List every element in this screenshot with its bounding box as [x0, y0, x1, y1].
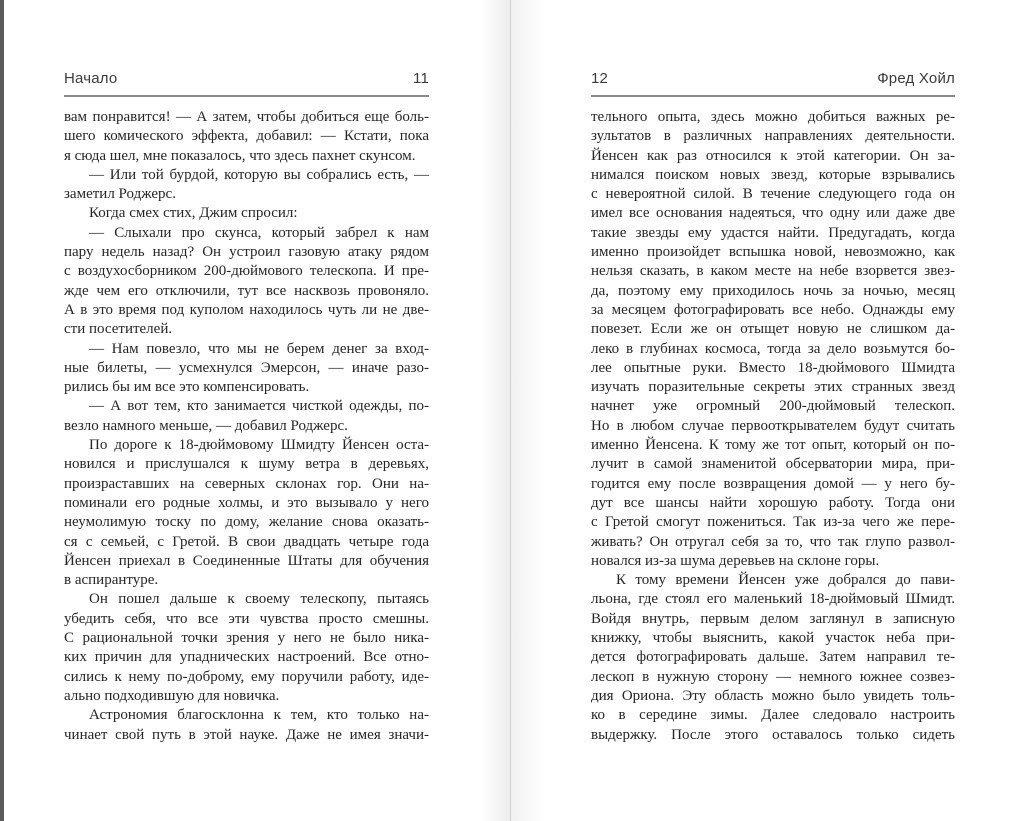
author-name: Фред Хойл	[877, 70, 955, 87]
text-line: ально подходившую для новичка.	[64, 687, 280, 704]
text-line: Йенсен приехал в Соединенные Штаты для обучения	[64, 552, 429, 569]
text-line: леко в глубинах космоса, тогда за дело возьмутся бо-	[591, 340, 955, 357]
text-line: — Или той бурдой, которую вы собрались есть, —	[89, 166, 429, 183]
page-number-left: 11	[413, 70, 429, 87]
running-header-left	[64, 70, 429, 97]
text-line: выдержку. После этого оставалось только сидеть	[591, 726, 955, 743]
text-line: дия Ориона. Эту область можно было увидеть толь-	[591, 687, 955, 704]
text-line: повезет. Если же он отыщет новую не слишком да-	[591, 321, 955, 338]
text-line: рились бы им все это компенсировать.	[64, 379, 310, 396]
text-line: С рациональной точки зрения у него не было ника-	[64, 630, 429, 647]
text-line: шего комического эффекта, добавил: — Кстати, пока	[64, 128, 429, 145]
text-line: Но в любом случае первооткрывателем будут считать	[591, 417, 955, 434]
text-line: везло намного меньше, — добавил Роджерс.	[64, 417, 348, 434]
gutter-shadow-right	[511, 0, 545, 821]
text-line: дут все шансы найти хорошую работу. Тогда они	[591, 494, 955, 511]
text-line: Йенсен как раз относился к этой категории. Он за-	[591, 147, 955, 164]
text-line: годится ему после возвращения домой — у него бу-	[591, 475, 955, 492]
text-line: живать? Он отругал себя за то, что так глупо развол-	[591, 533, 955, 550]
text-line: зультатов в различных направлениях деятельности.	[591, 128, 955, 145]
text-line: ся с семьей, с Гретой. В свои двадцать четыре года	[64, 533, 429, 550]
page-number-right: 12	[591, 70, 609, 87]
text-line: с невероятной силой. В течение следующего года он	[591, 186, 955, 203]
running-header-right	[591, 70, 955, 97]
text-line: тельного опыта, здесь можно добиться важных ре-	[591, 109, 955, 125]
text-line: новился и прислушался к шуму ветра в деревьях,	[64, 456, 429, 473]
text-line: Он пошел дальше к своему телескопу, пытаясь	[89, 591, 429, 608]
text-line: ко в середине зимы. Далее следовало настроить	[591, 707, 955, 724]
text-line: чинает свой путь в этой науке. Даже не имея значи-	[64, 726, 429, 743]
text-line: заметил Роджерс.	[64, 186, 176, 203]
text-line: Войдя внутрь, первым делом заглянул в записную	[591, 610, 955, 627]
page-right	[511, 0, 1017, 821]
text-line: Астрономия благосклонна к тем, кто только на-	[89, 707, 429, 724]
text-line: сились к нему по-доброму, ему поручили работу, иде-	[64, 668, 429, 685]
text-line: жде чем его отключили, тут все насквозь провоняло.	[64, 282, 429, 299]
text-line: книжку, чтобы выяснить, какой участок неба при-	[591, 630, 955, 647]
text-line: именно произойдет вспышка новой, невозможно, как	[591, 244, 955, 261]
text-line: К тому времени Йенсен уже добрался до пави-	[616, 572, 955, 589]
gutter-shadow-left	[480, 0, 510, 821]
text-line: пару недель назад? Он устроил газовую атаку рядом	[64, 244, 429, 261]
text-line: льона, где стоял его маленький 18-дюймовый Шмидт.	[591, 591, 955, 608]
text-line: — Нам повезло, что мы не берем денег за вход-	[89, 340, 429, 357]
text-line: лее опытные руки. Вместо 18-дюймового Шмидта	[591, 359, 955, 376]
text-line: за месяцем фотографировать все небо. Однажды ему	[591, 301, 955, 318]
text-line: убедить себя, что все эти чувства просто смешны.	[64, 610, 429, 627]
text-line: ные билеты, — усмехнулся Эмерсон, — иначе разо-	[64, 359, 429, 376]
text-line: Когда смех стих, Джим спросил:	[89, 205, 298, 222]
text-line: А в это время под куполом находилось чуть ли не две-	[64, 301, 429, 318]
text-line: неумолимую тоску по дому, желание снова оказать-	[64, 514, 429, 531]
text-line: нельзя сказать, в каком месте на небе взорвется звез-	[591, 263, 955, 280]
text-line: — Слыхали про скунса, который забрел к нам	[89, 224, 429, 241]
text-line: — А вот тем, кто занимается чисткой одежды, по-	[89, 398, 429, 415]
text-line: такие звезды ему удастся найти. Предугадать, когда	[591, 224, 955, 241]
page-text-left	[64, 108, 429, 745]
text-line: сти посетителей.	[64, 321, 173, 338]
text-line: лучит в самой знаменитой обсерватории мира, при-	[591, 456, 955, 473]
text-line: именно Йенсена. К тому же тот опыт, который он по-	[591, 437, 955, 454]
text-line: новался из-за шума деревьев на склоне горы.	[591, 552, 880, 569]
text-line: лескоп в нужную сторону — немного южнее созвез-	[591, 668, 955, 685]
text-line: нимался поиском новых звезд, которые взрывались	[591, 166, 955, 183]
text-line: вам понравится! — А затем, чтобы добиться еще боль-	[64, 109, 429, 125]
chapter-title: Начало	[64, 70, 118, 87]
page-text-right	[591, 108, 955, 745]
text-line: имел все основания надеяться, что одну или даже две	[591, 205, 955, 222]
text-line: изучать поразительные секреты этих странных звезд	[591, 379, 955, 396]
text-line: в аспирантуре.	[64, 572, 159, 589]
text-line: я сюда шел, мне показалось, что здесь пахнет скунсом.	[64, 147, 416, 164]
text-line: ких причин для упаднических настроений. Все отно-	[64, 649, 429, 666]
text-line: с воздухосборником 200-дюймового телескопа. И пре-	[64, 263, 429, 280]
app-edge-strip	[0, 0, 4, 821]
text-line: дется фотографировать дальше. Затем направил те-	[591, 649, 955, 666]
text-line: произраставших на северных склонах гор. Они на-	[64, 475, 429, 492]
text-line: поминали его родные холмы, и это вызывало у него	[64, 494, 429, 511]
text-line: начнет уже огромный 200-дюймовый телескоп.	[591, 398, 955, 415]
text-line: да, поэтому ему приходилось ночь за ночью, месяц	[591, 282, 955, 299]
text-line: с Гретой смогут пожениться. Так из-за чего же пере-	[591, 514, 955, 531]
text-line: По дороге к 18-дюймовому Шмидту Йенсен оста-	[89, 437, 429, 454]
